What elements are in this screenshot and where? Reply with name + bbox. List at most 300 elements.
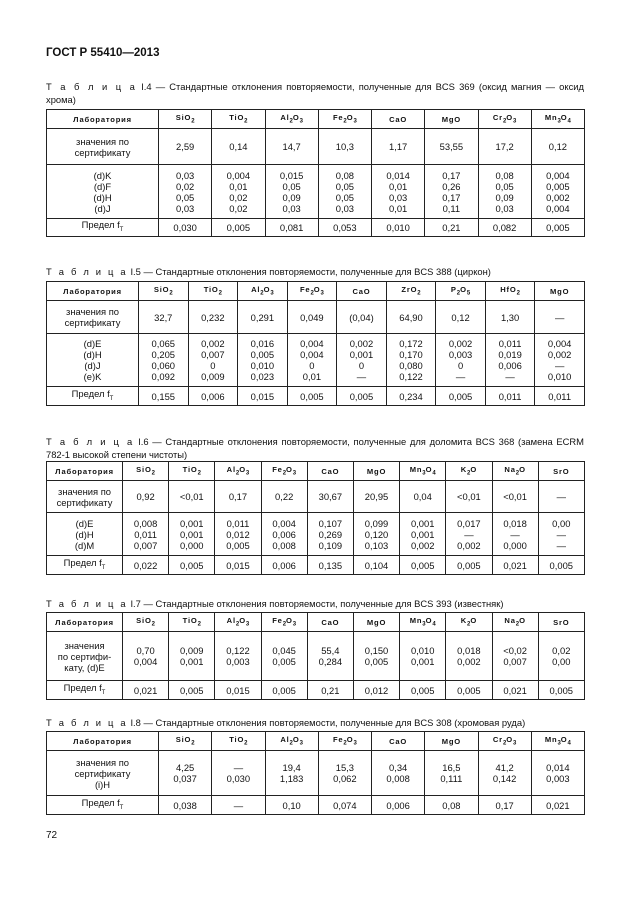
table-row xyxy=(47,556,585,575)
header-text: CaO xyxy=(389,114,408,124)
value-cell: 0,005 xyxy=(531,219,584,237)
column-header xyxy=(169,613,215,632)
header-subscript: 3 xyxy=(422,621,426,628)
value-cell: 0,107 0,269 0,109 xyxy=(307,513,353,556)
column-header xyxy=(337,282,387,301)
table-label: Т а б л и ц а xyxy=(46,81,138,92)
header-subscript: 2 xyxy=(289,118,293,125)
header-text: TiO xyxy=(182,616,198,626)
header-text: Лаборатория xyxy=(73,736,132,746)
column-header xyxy=(353,462,399,481)
header-subscript: 3 xyxy=(320,290,324,297)
header-text: Fe xyxy=(299,285,311,295)
value-cell: 41,2 0,142 xyxy=(478,751,531,796)
table-label: Т а б л и ц а xyxy=(46,436,135,447)
lab-subscript: T xyxy=(109,395,114,402)
column-header xyxy=(159,732,212,751)
header-text: TiO xyxy=(182,465,198,475)
header-text: SrO xyxy=(553,466,570,476)
value-cell: 0,038 xyxy=(159,796,212,815)
header-text: Na xyxy=(504,465,516,475)
header-subscript: 4 xyxy=(432,621,436,628)
lab-cell xyxy=(47,129,159,165)
lab-text: (d)K (d)F (d)H (d)J xyxy=(93,169,112,214)
value-cell: 0,04 xyxy=(400,481,446,513)
value-cell: 0,005 xyxy=(169,681,215,700)
header-subscript: 4 xyxy=(567,118,571,125)
header-text: O xyxy=(425,465,433,475)
header-text: MgO xyxy=(550,286,570,296)
value-cell: 0,122 0,003 xyxy=(215,632,261,681)
column-header xyxy=(535,282,585,301)
value-cell: 0,005 xyxy=(446,556,492,575)
header-subscript: 2 xyxy=(151,621,155,628)
value-cell: 0,002 0,001 0 — xyxy=(337,334,387,387)
header-subscript: 3 xyxy=(353,118,357,125)
header-text: Al xyxy=(251,285,261,295)
value-cell: 0,017 — 0,002 xyxy=(446,513,492,556)
value-cell: 0,150 0,005 xyxy=(353,632,399,681)
table-row xyxy=(47,334,585,387)
lab-cell xyxy=(47,387,139,406)
header-text: Лаборатория xyxy=(63,286,122,296)
value-cell: <0,01 xyxy=(169,481,215,513)
table-label: Т а б л и ц а xyxy=(46,717,128,728)
lab-cell xyxy=(47,681,123,700)
header-text: CaO xyxy=(352,286,371,296)
header-text: SiO xyxy=(175,113,192,123)
header-text: HfO xyxy=(500,285,517,295)
value-cell: 0,172 0,170 0,080 0,122 xyxy=(386,334,436,387)
column-header xyxy=(169,462,215,481)
column-header xyxy=(492,462,538,481)
value-cell: 0,104 xyxy=(353,556,399,575)
header-text: K xyxy=(460,616,468,626)
value-cell: 0,006 xyxy=(261,556,307,575)
header-subscript: 2 xyxy=(515,470,520,477)
value-cell: 0,009 0,001 xyxy=(169,632,215,681)
table-row xyxy=(47,681,585,700)
value-cell: 0,004 0,005 0,002 0,004 xyxy=(531,165,584,219)
header-text: SiO xyxy=(153,285,170,295)
value-cell: 0,08 0,05 0,09 0,03 xyxy=(478,165,531,219)
lab-subscript: T xyxy=(119,804,124,811)
lab-cell xyxy=(47,751,159,796)
column-header xyxy=(400,462,446,481)
value-cell: 0,015 xyxy=(215,681,261,700)
value-cell: 0,015 xyxy=(238,387,288,406)
value-cell: 0,021 xyxy=(531,796,584,815)
table-caption xyxy=(46,597,584,610)
column-header xyxy=(215,462,261,481)
value-cell: 15,3 0,062 xyxy=(318,751,371,796)
header-subscript: 2 xyxy=(515,621,520,628)
lab-subscript: T xyxy=(119,226,124,233)
header-subscript: 2 xyxy=(244,740,248,747)
header-text: O xyxy=(346,735,354,745)
header-text: CaO xyxy=(321,466,340,476)
header-subscript: 3 xyxy=(245,621,250,628)
table-caption-text: I.4 — Стандартные отклонения повторяемости, полученные для BCS 369 (оксид магния — оксид хрома) xyxy=(46,81,584,105)
header-subscript: 2 xyxy=(289,740,293,747)
value-cell: 0,70 0,004 xyxy=(123,632,169,681)
table-caption-text: I.7 — Стандартные отклонения повторяемости, полученные для BCS 393 (известняк) xyxy=(127,598,504,609)
header-subscript: 3 xyxy=(270,290,274,297)
lab-cell xyxy=(47,334,139,387)
value-cell: 0,08 0,05 0,05 0,03 xyxy=(318,165,371,219)
value-cell: 0,006 xyxy=(372,796,425,815)
header-row xyxy=(47,462,585,481)
column-header xyxy=(353,613,399,632)
value-cell: 4,25 0,037 xyxy=(159,751,212,796)
header-subscript: 3 xyxy=(245,470,250,477)
lab-subscript: T xyxy=(101,689,106,696)
value-cell: 0,02 0,00 xyxy=(538,632,584,681)
column-header xyxy=(47,110,159,129)
value-cell: 0,005 xyxy=(169,556,215,575)
header-text: O xyxy=(460,285,467,295)
value-cell: 0,065 0,205 0,060 0,092 xyxy=(139,334,189,387)
header-text: Al xyxy=(280,113,290,123)
header-text: Mn xyxy=(544,113,558,123)
value-cell: 32,7 xyxy=(139,301,189,334)
value-cell: 0,155 xyxy=(139,387,189,406)
header-subscript: 2 xyxy=(282,470,287,477)
value-cell: 0,232 xyxy=(188,301,238,334)
value-cell: — xyxy=(212,796,265,815)
header-subscript: 2 xyxy=(244,118,248,125)
value-cell: 0,03 0,02 0,05 0,03 xyxy=(159,165,212,219)
header-text: O xyxy=(470,616,478,626)
header-text: MgO xyxy=(441,114,462,124)
column-header xyxy=(425,110,478,129)
data-table xyxy=(46,731,585,815)
value-cell: 0,005 xyxy=(287,387,337,406)
value-cell: 53,55 xyxy=(425,129,478,165)
table-caption-text: I.8 — Стандартные отклонения повторяемости, полученные для BCS 308 (хромовая руда) xyxy=(127,717,526,728)
header-text: Лаборатория xyxy=(55,617,114,627)
header-text: MgO xyxy=(366,617,387,627)
column-header xyxy=(318,732,371,751)
value-cell: 0,022 xyxy=(123,556,169,575)
lab-text: значения по сертификату xyxy=(74,135,131,158)
column-header xyxy=(47,462,123,481)
value-cell: 0,021 xyxy=(492,556,538,575)
value-cell: 0,011 0,019 0,006 — xyxy=(485,334,535,387)
header-text: Лаборатория xyxy=(55,466,114,476)
header-text: Mn xyxy=(544,735,558,745)
value-cell: <0,01 xyxy=(492,481,538,513)
header-text: O xyxy=(286,465,293,475)
header-text: O xyxy=(470,465,478,475)
value-cell: 0,099 0,120 0,103 xyxy=(353,513,399,556)
column-header xyxy=(47,282,139,301)
header-text: CaO xyxy=(321,617,340,627)
header-subscript: 3 xyxy=(299,740,303,747)
header-subscript: 2 xyxy=(151,470,155,477)
column-header xyxy=(372,732,425,751)
header-subscript: 2 xyxy=(282,621,287,628)
column-header xyxy=(261,613,307,632)
lab-cell xyxy=(47,556,123,575)
lab-text: Предел f xyxy=(63,556,102,568)
value-cell: 55,4 0,284 xyxy=(307,632,353,681)
header-text: ZrO xyxy=(401,285,418,295)
column-header xyxy=(436,282,486,301)
value-cell: 0,10 xyxy=(265,796,318,815)
value-cell: 0,005 xyxy=(261,681,307,700)
lab-cell xyxy=(47,481,123,513)
column-header xyxy=(425,732,478,751)
header-subscript: 2 xyxy=(218,290,222,297)
column-header xyxy=(261,462,307,481)
value-cell: 19,4 1,183 xyxy=(265,751,318,796)
header-text: TiO xyxy=(229,735,245,745)
value-cell: 0,005 xyxy=(446,681,492,700)
column-header xyxy=(139,282,189,301)
value-cell: 30,67 xyxy=(307,481,353,513)
header-text: Cr xyxy=(492,113,503,123)
value-cell: 0,08 xyxy=(425,796,478,815)
header-subscript: 3 xyxy=(513,740,517,747)
header-text: TiO xyxy=(203,285,219,295)
value-cell: 0,074 xyxy=(318,796,371,815)
value-cell: — xyxy=(535,301,585,334)
header-text: O xyxy=(239,616,246,626)
header-row xyxy=(47,732,585,751)
column-header xyxy=(446,462,492,481)
header-text: O xyxy=(346,113,354,123)
header-text: O xyxy=(292,735,300,745)
value-cell: 0,17 0,26 0,17 0,11 xyxy=(425,165,478,219)
value-cell: 0,001 0,001 0,002 xyxy=(400,513,446,556)
column-header xyxy=(123,462,169,481)
header-text: Fe xyxy=(272,465,283,475)
value-cell: 0,082 xyxy=(478,219,531,237)
header-text: Fe xyxy=(332,735,344,745)
column-header xyxy=(538,613,584,632)
header-text: TiO xyxy=(229,113,245,123)
header-text: O xyxy=(239,465,246,475)
lab-text: (d)E (d)H (d)J (e)K xyxy=(83,338,102,382)
column-header xyxy=(238,282,288,301)
value-cell: 0,005 xyxy=(436,387,486,406)
value-cell: 0,010 0,001 xyxy=(400,632,446,681)
value-cell: 0,005 xyxy=(538,556,584,575)
value-cell: 0,00 — — xyxy=(538,513,584,556)
header-text: Mn xyxy=(409,616,423,626)
header-text: O xyxy=(313,285,321,295)
header-subscript: 3 xyxy=(422,470,426,477)
header-subscript: 2 xyxy=(191,118,195,125)
column-header xyxy=(307,462,353,481)
header-text: Al xyxy=(280,735,290,745)
value-cell: 0,291 xyxy=(238,301,288,334)
value-cell: 0,17 xyxy=(215,481,261,513)
table-row xyxy=(47,219,585,237)
value-cell: 0,005 xyxy=(400,681,446,700)
lab-text: значения по сертификату xyxy=(56,485,113,508)
header-subscript: 3 xyxy=(292,470,297,477)
value-cell: <0,02 0,007 xyxy=(492,632,538,681)
lab-cell xyxy=(47,219,159,237)
header-text: MgO xyxy=(441,736,462,746)
value-cell: 0,005 xyxy=(212,219,265,237)
header-text: SiO xyxy=(136,465,152,475)
table-row xyxy=(47,165,585,219)
header-subscript: 2 xyxy=(467,470,471,477)
header-text: MgO xyxy=(366,466,387,476)
table-row xyxy=(47,481,585,513)
header-subscript: 2 xyxy=(235,621,240,628)
column-header xyxy=(386,282,436,301)
value-cell: 0,081 xyxy=(265,219,318,237)
header-subscript: 2 xyxy=(343,118,347,125)
header-subscript: 2 xyxy=(197,621,201,628)
lab-cell xyxy=(47,796,159,815)
table-row xyxy=(47,796,585,815)
header-text: Al xyxy=(226,616,236,626)
header-text: Cr xyxy=(492,735,503,745)
header-text: SiO xyxy=(175,735,192,745)
lab-cell xyxy=(47,301,139,334)
value-cell: 0,018 0,002 xyxy=(446,632,492,681)
value-cell: 64,90 xyxy=(386,301,436,334)
value-cell: — 0,030 xyxy=(212,751,265,796)
table-row xyxy=(47,129,585,165)
value-cell: 0,016 0,005 0,010 0,023 xyxy=(238,334,288,387)
lab-text: значения по сертифи- кату, (d)E xyxy=(57,639,112,673)
table-caption-text: I.5 — Стандартные отклонения повторяемости, полученные для BCS 388 (циркон) xyxy=(127,266,491,277)
header-subscript: 2 xyxy=(516,290,520,297)
value-cell: 0,006 xyxy=(188,387,238,406)
value-cell: 1,30 xyxy=(485,301,535,334)
value-cell: 0,005 xyxy=(400,556,446,575)
value-cell: 0,004 0,01 0,02 0,02 xyxy=(212,165,265,219)
value-cell: 2,59 xyxy=(159,129,212,165)
value-cell: 0,014 0,003 xyxy=(531,751,584,796)
value-cell: 0,12 xyxy=(436,301,486,334)
value-cell: 0,015 xyxy=(215,556,261,575)
header-text: O xyxy=(263,285,271,295)
value-cell: <0,01 xyxy=(446,481,492,513)
value-cell: 0,018 — 0,000 xyxy=(492,513,538,556)
header-row xyxy=(47,110,585,129)
value-cell: 0,234 xyxy=(386,387,436,406)
column-header xyxy=(212,732,265,751)
header-text: CaO xyxy=(389,736,408,746)
table-caption xyxy=(46,435,584,461)
column-header xyxy=(492,613,538,632)
header-subscript: 3 xyxy=(292,621,297,628)
lab-text: Предел f xyxy=(81,796,120,808)
header-text: O xyxy=(286,616,293,626)
header-text: Na xyxy=(504,616,516,626)
header-text: O xyxy=(292,113,300,123)
table-caption xyxy=(46,716,584,729)
table-row xyxy=(47,751,585,796)
lab-cell xyxy=(47,165,159,219)
column-header xyxy=(400,613,446,632)
header-subscript: 2 xyxy=(502,118,507,125)
value-cell: 20,95 xyxy=(353,481,399,513)
column-header xyxy=(478,110,531,129)
header-subscript: 2 xyxy=(235,470,240,477)
header-subscript: 2 xyxy=(310,290,314,297)
column-header xyxy=(531,110,584,129)
table-caption xyxy=(46,80,584,106)
column-header xyxy=(123,613,169,632)
table-row xyxy=(47,513,585,556)
table-label: Т а б л и ц а xyxy=(46,266,128,277)
column-header xyxy=(287,282,337,301)
header-text: Mn xyxy=(409,465,423,475)
value-cell: 0,001 0,001 0,000 xyxy=(169,513,215,556)
header-subscript: 4 xyxy=(567,740,571,747)
value-cell: 0,12 xyxy=(531,129,584,165)
header-text: O xyxy=(560,735,568,745)
header-subscript: 2 xyxy=(191,740,195,747)
header-subscript: 2 xyxy=(467,621,471,628)
value-cell: 0,21 xyxy=(307,681,353,700)
value-cell: (0,04) xyxy=(337,301,387,334)
value-cell: 16,5 0,111 xyxy=(425,751,478,796)
value-cell: 0,015 0,05 0,09 0,03 xyxy=(265,165,318,219)
header-subscript: 3 xyxy=(557,740,561,747)
value-cell: 0,135 xyxy=(307,556,353,575)
value-cell: 0,004 0,004 0 0,01 xyxy=(287,334,337,387)
column-header xyxy=(212,110,265,129)
column-header xyxy=(446,613,492,632)
table-row xyxy=(47,387,585,406)
column-header xyxy=(47,613,123,632)
header-subscript: 2 xyxy=(260,290,264,297)
column-header xyxy=(538,462,584,481)
value-cell: 0,030 xyxy=(159,219,212,237)
value-cell: 14,7 xyxy=(265,129,318,165)
header-row xyxy=(47,282,585,301)
value-cell: 0,004 0,006 0,008 xyxy=(261,513,307,556)
header-subscript: 3 xyxy=(513,118,517,125)
column-header xyxy=(478,732,531,751)
table-caption-text: I.6 — Стандартные отклонения повторяемости, полученные для доломита BCS 368 (замена ECRM 782-1 высокой степени чистоты) xyxy=(46,436,584,460)
value-cell: — xyxy=(538,481,584,513)
value-cell: 0,005 xyxy=(538,681,584,700)
value-cell: 0,014 0,01 0,03 0,01 xyxy=(372,165,425,219)
lab-subscript: T xyxy=(101,564,106,571)
value-cell: 0,010 xyxy=(372,219,425,237)
header-text: SrO xyxy=(553,617,570,627)
header-subscript: 4 xyxy=(432,470,436,477)
value-cell: 0,22 xyxy=(261,481,307,513)
value-cell: 0,002 0,007 0 0,009 xyxy=(188,334,238,387)
value-cell: 0,14 xyxy=(212,129,265,165)
header-text: O xyxy=(425,616,433,626)
header-text: Лаборатория xyxy=(73,114,132,124)
page-number: 72 xyxy=(46,830,58,841)
value-cell: 0,21 xyxy=(425,219,478,237)
value-cell: 0,021 xyxy=(123,681,169,700)
table-row xyxy=(47,632,585,681)
column-header xyxy=(188,282,238,301)
header-subscript: 2 xyxy=(417,290,421,297)
header-text: Fe xyxy=(332,113,344,123)
value-cell: 0,92 xyxy=(123,481,169,513)
column-header xyxy=(159,110,212,129)
header-text: SiO xyxy=(136,616,152,626)
header-subscript: 3 xyxy=(353,740,357,747)
data-table xyxy=(46,461,585,575)
